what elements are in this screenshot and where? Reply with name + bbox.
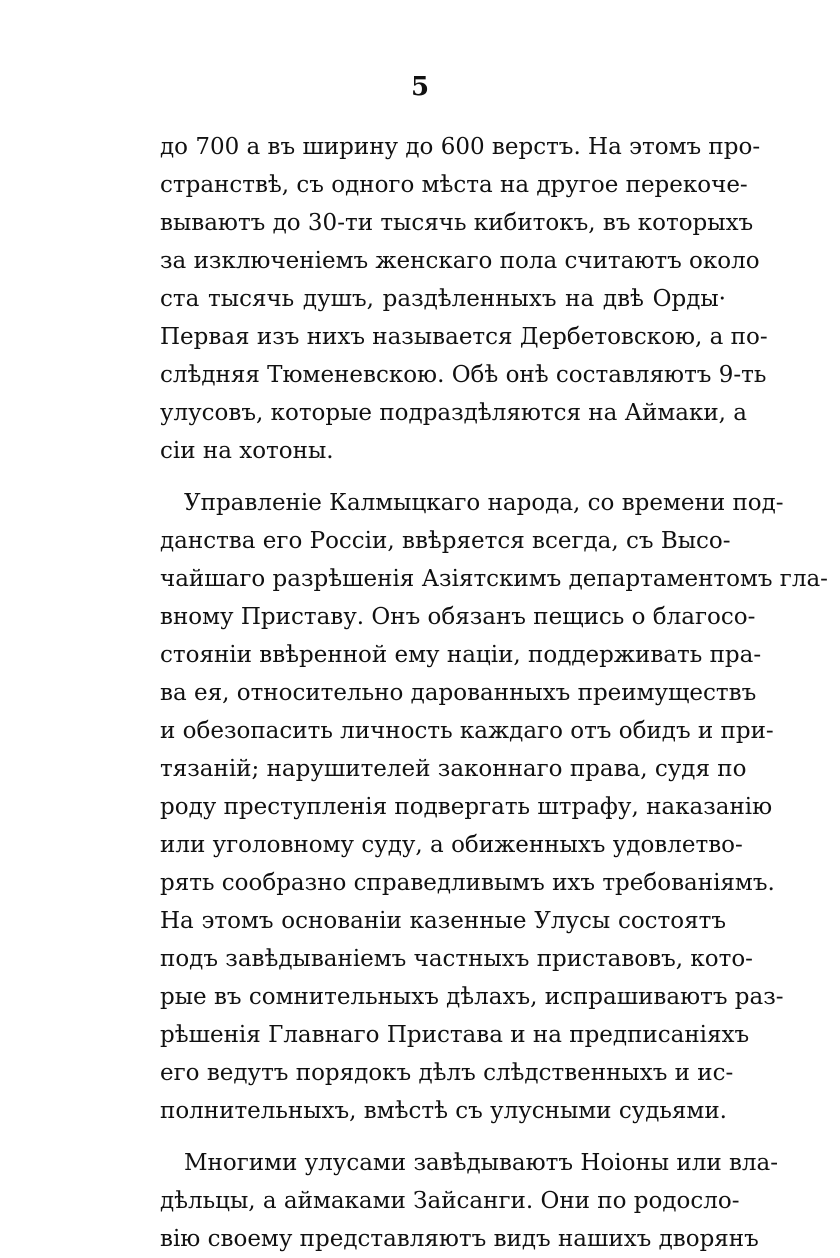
text-line: чайшаго разрѣшенія Азіятскимъ департаментомъ гла- bbox=[160, 566, 828, 592]
text-line: странствѣ, съ одного мѣста на другое перекоче- bbox=[160, 172, 748, 198]
text-line: полнительныхъ, вмѣстѣ съ улусными судьями. bbox=[160, 1098, 727, 1124]
paragraph-gap bbox=[160, 1130, 726, 1144]
text-line: до 700 а въ ширину до 600 верстъ. На этомъ про- bbox=[160, 134, 761, 160]
text-line: или уголовному суду, а обиженныхъ удовлетво- bbox=[160, 832, 743, 858]
text-line: подъ завѣдываніемъ частныхъ приставовъ, кото- bbox=[160, 946, 753, 972]
text-line: На этомъ основаніи казенные Улусы состоятъ bbox=[160, 908, 726, 934]
text-line: Многими улусами завѣдываютъ Ноіоны или вла- bbox=[184, 1150, 779, 1176]
text-line: вному Приставу. Онъ обязанъ пещись о благосо- bbox=[160, 604, 756, 630]
text-line: его ведутъ порядокъ дѣлъ слѣдственныхъ и ис- bbox=[160, 1060, 734, 1086]
text-line: сіи на хотоны. bbox=[160, 438, 334, 464]
text-line: данства его Россіи, ввѣряется всегда, съ Высо- bbox=[160, 528, 731, 554]
text-line: слѣдняя Тюменевскою. Обѣ онѣ составляютъ 9-ть bbox=[160, 362, 767, 388]
text-line: вію своему представляютъ видъ нашихъ дворянъ bbox=[160, 1226, 759, 1252]
paragraph-gap bbox=[160, 470, 726, 484]
text-line: рѣшенія Главнаго Пристава и на предписаніяхъ bbox=[160, 1022, 750, 1048]
text-line: дѣльцы, а аймаками Зайсанги. Они по родосло- bbox=[160, 1188, 740, 1214]
text-line: и обезопасить личность каждаго отъ обидъ и при- bbox=[160, 718, 774, 744]
page-number: 5 bbox=[410, 72, 430, 102]
text-line: рые въ сомнительныхъ дѣлахъ, испрашиваютъ раз- bbox=[160, 984, 784, 1010]
paragraph-1 bbox=[160, 128, 768, 470]
text-line: Первая изъ нихъ называется Дербетовскою, а по- bbox=[160, 324, 768, 350]
text-line: рять сообразно справедливымъ ихъ требованіямъ. bbox=[160, 870, 775, 896]
text-line: вываютъ до 30-ти тысячь кибитокъ, въ которыхъ bbox=[160, 210, 754, 236]
text-line: стояніи ввѣренной ему націи, поддерживать пра- bbox=[160, 642, 762, 668]
text-line: ва ея, относительно дарованныхъ преимуществъ bbox=[160, 680, 757, 706]
text-line: тязаній; нарушителей законнаго права, судя по bbox=[160, 756, 747, 782]
text-line: за изключеніемъ женскаго пола считаютъ около bbox=[160, 248, 760, 274]
paragraph-3 bbox=[160, 1144, 779, 1258]
body-text bbox=[160, 128, 828, 1258]
paragraph-2 bbox=[160, 484, 828, 1130]
text-line: улусовъ, которые подраздѣляются на Аймаки, а bbox=[160, 400, 748, 426]
text-line: роду преступленія подвергать штрафу, наказанію bbox=[160, 794, 773, 820]
text-line: ста тысячь душъ, раздѣленныхъ на двѣ Орды· bbox=[160, 286, 726, 312]
text-line: Управленіе Калмыцкаго народа, со времени под- bbox=[184, 490, 784, 516]
